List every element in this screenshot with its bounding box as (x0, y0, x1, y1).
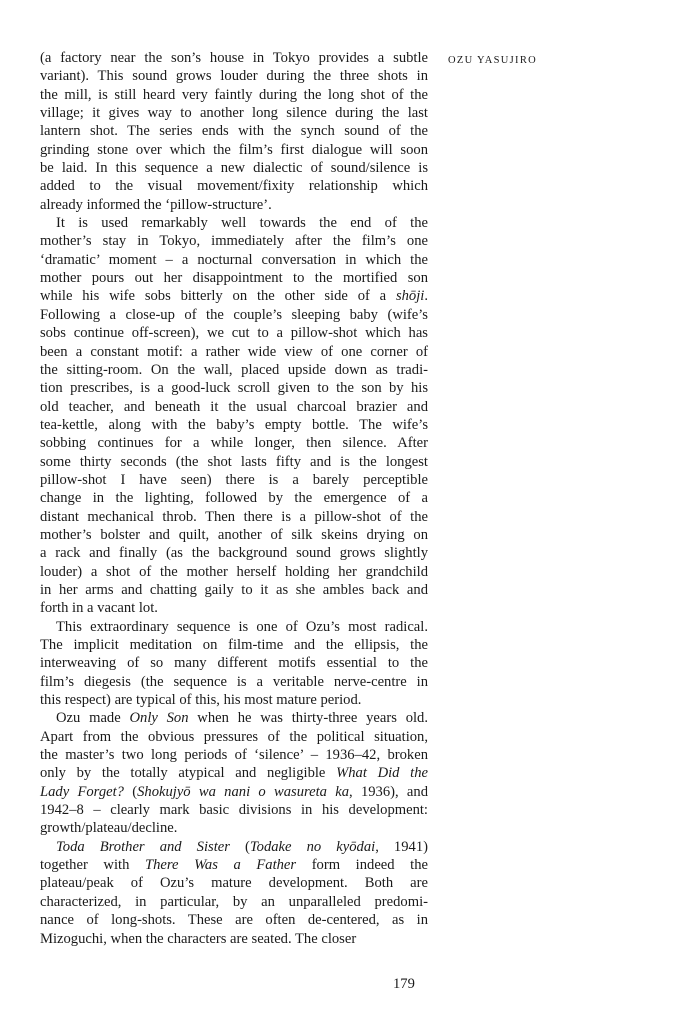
text-line (40, 636, 428, 654)
text-run: characterized, in particular, by an unparalleled predomi- (40, 893, 428, 910)
text-run: ‘dramatic’ moment – a nocturnal conversation in which the (40, 251, 428, 268)
text-run: plateau/peak of Ozu’s mature development. Both are (40, 875, 428, 892)
text-line (40, 764, 428, 782)
text-line (40, 618, 428, 636)
text-run: nance of long-shots. These are often de-centered, as in (40, 912, 428, 929)
text-line (40, 343, 428, 361)
text-run: It is used remarkably well towards the end of the (56, 215, 428, 232)
text-line (40, 196, 428, 214)
text-run: the master’s two long periods of ‘silence’ – 1936–42, broken (40, 747, 428, 764)
italic-title: Shokujyō wa nani o wasureta ka (137, 783, 350, 800)
text-line (40, 453, 428, 471)
text-run: already informed the ‘pillow-structure’. (40, 196, 272, 213)
text-line (40, 379, 428, 397)
text-run: growth/plateau/decline. (40, 820, 178, 837)
text-line (40, 856, 428, 874)
running-head: OZU YASUJIRO (448, 55, 538, 66)
text-run: pillow-shot I have seen) there is a barely perceptible (40, 471, 428, 488)
text-run: while his wife sobs bitterly on the other side of a (40, 288, 396, 305)
italic-title: Toda Brother and Sister (56, 838, 230, 855)
text-line (40, 416, 428, 434)
text-run: added to the visual movement/fixity relationship which (40, 178, 428, 195)
text-line (40, 911, 428, 929)
text-run: a rack and finally (as the background sound grows slightly (40, 545, 428, 562)
text-run: tion prescribes, is a good-luck scroll given to the son by his (40, 380, 428, 397)
text-line (40, 544, 428, 562)
italic-title: What Did the (336, 765, 428, 782)
text-line (40, 526, 428, 544)
text-line (40, 819, 428, 837)
page-number: 179 (393, 976, 415, 992)
text-run: village; it gives way to another long silence during the last (40, 105, 428, 122)
text-run: ( (123, 783, 138, 800)
text-line (40, 691, 428, 709)
text-run: tea-kettle, along with the baby’s empty bottle. The wife’s (40, 416, 428, 433)
text-line (40, 930, 428, 948)
text-line (40, 508, 428, 526)
text-line (40, 159, 428, 177)
text-line (40, 654, 428, 672)
text-run: louder) a shot of the mother herself holding her grandchild (40, 563, 428, 580)
text-run: together with (40, 857, 145, 874)
text-run: old teacher, and beneath it the usual charcoal brazier and (40, 398, 428, 415)
italic-title: Todake no kyōdai (249, 838, 376, 855)
text-line (40, 893, 428, 911)
italic-title: There Was a Father (144, 857, 297, 874)
text-run: when he was thirty-three years old. (188, 710, 429, 727)
text-line (40, 801, 428, 819)
text-run: . (424, 288, 428, 305)
text-run: mother pours out her disappointment to the mortified son (40, 270, 428, 287)
text-run: ( (229, 838, 250, 855)
text-line (40, 67, 428, 85)
text-run: mother’s stay in Tokyo, immediately after the film’s one (40, 233, 428, 250)
text-line (40, 122, 428, 140)
text-run: only by the totally atypical and negligible (40, 765, 337, 782)
text-run: this respect) are typical of this, his most mature period. (40, 692, 362, 709)
text-run: sobs continue off-screen), we cut to a pillow-shot which has (40, 325, 428, 342)
text-run: The implicit meditation on film-time and the ellipsis, the (40, 637, 428, 653)
text-run: film’s diegesis (the sequence is a veritable nerve-centre in (40, 673, 428, 690)
text-run: in her arms and chatting gaily to it as she ambles back and (40, 581, 428, 598)
text-run: lantern shot. The series ends with the synch sound of the (40, 123, 428, 140)
text-line (40, 141, 428, 159)
text-line (40, 599, 428, 617)
text-line (40, 673, 428, 691)
text-run: Ozu made (56, 710, 130, 727)
text-run: Apart from the obvious pressures of the political situation, (40, 728, 428, 745)
text-run: This extraordinary sequence is one of Ozu’s most radical. (56, 618, 428, 635)
text-line (40, 361, 428, 379)
text-run: Mizoguchi, when the characters are seated. The closer (40, 930, 357, 947)
text-line (40, 489, 428, 507)
text-line (40, 471, 428, 489)
text-run: interweaving of so many different motifs essential to the (40, 655, 428, 672)
text-line (40, 563, 428, 581)
text-line (40, 251, 428, 269)
text-line (40, 434, 428, 452)
text-line (40, 177, 428, 195)
text-line (40, 709, 428, 727)
text-line (40, 728, 428, 746)
text-run: the mill, is still heard very faintly during the long shot of the (40, 86, 428, 103)
paragraph (40, 709, 428, 837)
text-run: , 1941) (375, 838, 428, 855)
text-run: 1942–8 – clearly mark basic divisions in his development: (40, 802, 428, 819)
text-line (40, 783, 428, 801)
text-run: grinding stone over which the film’s first dialogue will soon (40, 141, 428, 158)
paragraph (40, 838, 428, 948)
text-line (40, 746, 428, 764)
text-run: the sitting-room. On the wall, placed upside down as tradi- (40, 361, 428, 378)
text-run: (a factory near the son’s house in Tokyo provides a subtle (40, 50, 428, 66)
text-line (40, 104, 428, 122)
text-run: change in the lighting, followed by the emergence of a (40, 490, 428, 507)
paragraph (40, 214, 428, 618)
italic-title: shōji (395, 288, 425, 305)
text-run: forth in a vacant lot. (40, 600, 158, 617)
paragraph (40, 49, 428, 214)
text-run: Following a close-up of the couple’s sleeping baby (wife’s (40, 306, 428, 323)
text-run: variant). This sound grows louder during the three shots in (40, 68, 428, 85)
italic-title: Lady Forget? (40, 783, 124, 800)
text-line (40, 287, 428, 305)
text-line (40, 838, 428, 856)
text-run: form indeed the (296, 857, 428, 874)
text-line (40, 232, 428, 250)
text-run: been a constant motif: a rather wide view of one corner of (40, 343, 428, 360)
text-line (40, 86, 428, 104)
text-line (40, 306, 428, 324)
text-run: , 1936), and (349, 783, 428, 800)
body-text (40, 49, 428, 948)
text-line (40, 269, 428, 287)
text-run: sobbing continues for a while longer, then silence. After (40, 435, 428, 452)
text-line (40, 581, 428, 599)
text-line (40, 49, 428, 67)
text-line (40, 324, 428, 342)
text-line (40, 874, 428, 892)
text-run: some thirty seconds (the shot lasts fifty and is the longest (40, 453, 428, 470)
italic-title: Only Son (129, 710, 189, 727)
paragraph (40, 618, 428, 710)
text-line (40, 398, 428, 416)
text-run: be laid. In this sequence a new dialectic of sound/silence is (40, 160, 428, 177)
text-run: mother’s bolster and quilt, another of silk skeins drying on (40, 526, 428, 543)
text-run: distant mechanical throb. Then there is a pillow-shot of the (40, 508, 428, 525)
text-line (40, 214, 428, 232)
